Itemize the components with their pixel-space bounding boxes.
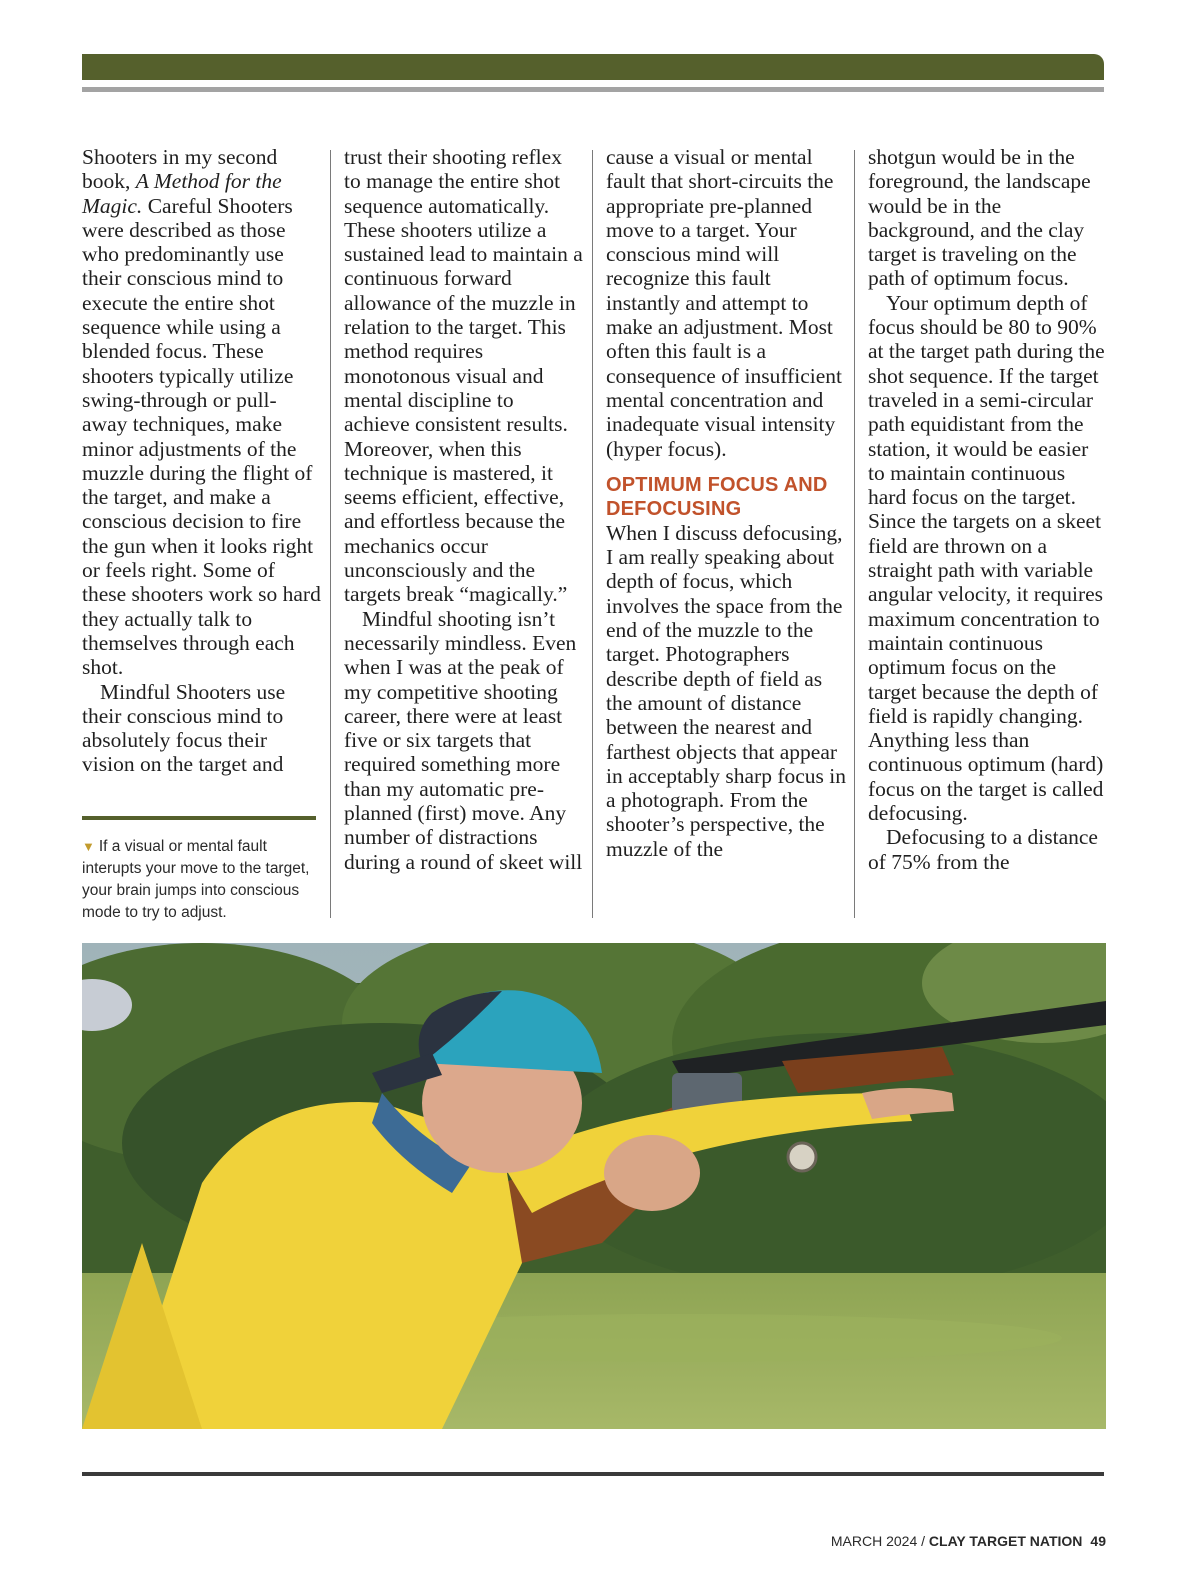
header-rule (82, 87, 1104, 92)
paragraph: Your optimum depth of focus should be 80 to 90% at the target path during the shot sequence. If the target traveled in a semi-circular path equidistant from the station, it would be easier to maintain continuous hard focus on the target. Since the targets on a skeet field are thrown on a straight path with variable angular velocity, it requires maximum concentration to maintain continuous optimum focus on the target because the depth of field is rapidly changing. Anything less than continuous optimum (hard) focus on the target is called defocusing. (868, 290, 1105, 826)
paragraph (82, 145, 322, 680)
caption-marker-icon: ▼ (82, 839, 95, 854)
paragraph: Defocusing to a distance of 75% from the (868, 825, 1098, 874)
issue-date: MARCH 2024 (830, 1533, 918, 1549)
shooter-illustration (82, 943, 1106, 1429)
shooter-photo (82, 943, 1106, 1429)
page-footer (831, 1533, 1106, 1549)
article-column-2 (344, 145, 584, 874)
magazine-name: CLAY TARGET NATION (928, 1533, 1083, 1549)
paragraph: cause a visual or mental fault that short-circuits the appropriate pre-planned move to a target. Your conscious mind will recognize this fault instantly and attempt to make an adjustment. Most often this fault is a consequence of insufficient mental concentration and inadequate visual intensity (hyper focus). (606, 145, 843, 461)
footer-separator: / (917, 1533, 929, 1549)
paragraph: shotgun would be in the foreground, the landscape would be in the background, and the clay target is traveling on the path of optimum focus. (868, 145, 1091, 291)
book-title: A Method for the Magic. (82, 169, 282, 218)
header-bar (82, 54, 1104, 80)
article-column-4 (868, 145, 1108, 874)
paragraph: Mindful Shooters use their conscious mind to absolutely focus their vision on the target and (82, 679, 286, 777)
column-divider (592, 150, 593, 918)
paragraph: Mindful shooting isn’t necessarily mindless. Even when I was at the peak of my competitive shooting career, there were at least five or six targets that required something more than my automatic pre-planned (first) move. Any number of distractions during a round of skeet will (344, 606, 583, 874)
caption-text: If a visual or mental fault interupts your move to the target, your brain jumps into conscious mode to try to adjust. (82, 838, 310, 921)
column-divider (854, 150, 855, 918)
paragraph: trust their shooting reflex to manage the entire shot sequence automatically. These shooters utilize a sustained lead to maintain a continuous forward allowance of the muzzle in relation to the target. This method requires monotonous visual and mental discipline to achieve consistent results. Moreover, when this technique is mastered, it seems efficient, effective, and effortless because the mechanics occur unconsciously and the targets break “magically.” (344, 145, 583, 607)
caption-rule (82, 816, 316, 820)
article-column-1 (82, 145, 322, 777)
column-divider (330, 150, 331, 918)
photo-caption (82, 836, 320, 924)
text-run: Shooters in my second book, (82, 145, 278, 194)
section-subheading: OPTIMUM FOCUS AND DEFOCUSING (606, 473, 828, 520)
article-column-3 (606, 145, 846, 861)
paragraph: When I discuss defocusing, I am really speaking about depth of focus, which involves the space from the end of the muzzle to the target. Photographers describe depth of field as the amount of distance between the nearest and farthest objects that appear in acceptably sharp focus in a photograph. From the shooter’s perspective, the muzzle of the (606, 520, 846, 861)
page-number: 49 (1090, 1533, 1106, 1549)
text-run: Careful Shooters were described as those who predominantly use their conscious mind to execute the entire shot sequence while using a blended focus. These shooters typically utilize swing-through or pull-away techniques, make minor adjustments of the muzzle during the flight of the target, and make a conscious decision to fire the gun when it looks right or feels right. Some of these shooters work so hard they actually talk to themselves through each shot. (82, 193, 321, 680)
footer-rule (82, 1472, 1104, 1476)
